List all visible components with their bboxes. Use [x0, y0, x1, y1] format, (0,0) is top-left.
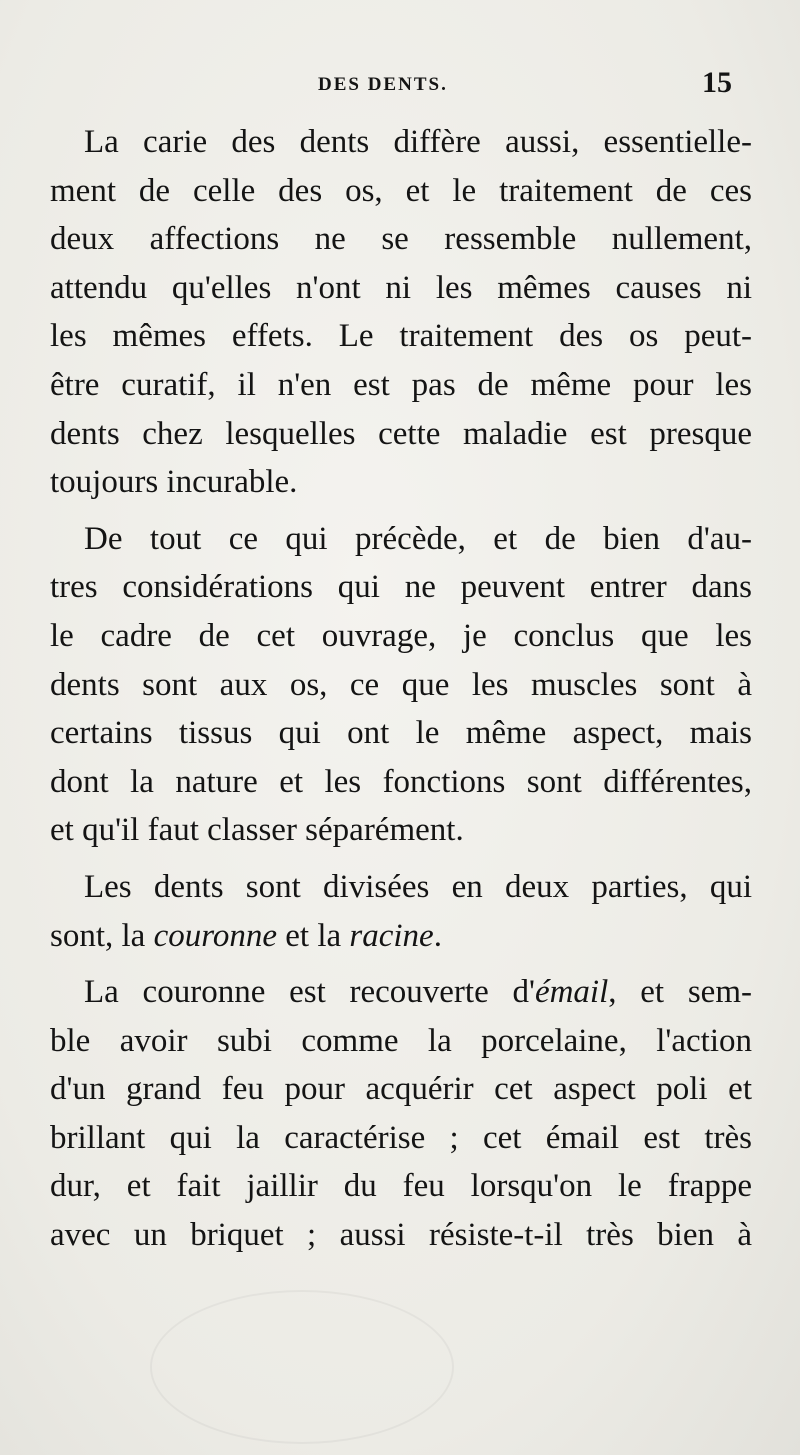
- text-line: d'un grand feu pour acquérir cet aspect poli et: [50, 1071, 752, 1108]
- text-line: tres considérations qui ne peuvent entrer dans: [50, 569, 752, 606]
- text-line: Les dents sont divisées en deux parties, qui: [84, 868, 752, 905]
- text-line: le cadre de cet ouvrage, je conclus que les: [50, 617, 752, 654]
- text-line: De tout ce qui précède, et de bien d'au-: [84, 520, 752, 557]
- text-line: attendu qu'elles n'ont ni les mêmes causes ni: [50, 269, 752, 306]
- text-line: dont la nature et les fonctions sont différentes,: [50, 763, 752, 800]
- text-line: toujours incurable.: [50, 464, 298, 501]
- term-couronne: couronne: [153, 917, 277, 954]
- text-line: et qu'il faut classer séparément.: [50, 812, 464, 849]
- page-header: [0, 66, 800, 106]
- text-line: ble avoir subi comme la porcelaine, l'action: [50, 1022, 752, 1059]
- text-line: dents sont aux os, ce que les muscles sont à: [50, 666, 752, 703]
- term-email: émail: [534, 974, 609, 1011]
- show-through-mark: [150, 1290, 454, 1444]
- text-line: brillant qui la caractérise ; cet émail est très: [50, 1119, 752, 1156]
- text-line: avec un briquet ; aussi résiste-t-il très bien à: [50, 1217, 752, 1254]
- text-line: dents chez lesquelles cette maladie est presque: [50, 415, 752, 452]
- text-line: deux affections ne se ressemble nullement,: [50, 221, 752, 258]
- page-number: 15: [702, 66, 732, 99]
- text-line: ment de celle des os, et le traitement de ces: [50, 172, 752, 209]
- text-line: La carie des dents diffère aussi, essentielle-: [84, 124, 752, 160]
- running-head: DES DENTS.: [318, 74, 448, 95]
- text-line: La couronne est recouverte d'émail, et sem-: [84, 974, 752, 1011]
- body-text: [50, 118, 752, 1260]
- text-line: les mêmes effets. Le traitement des os peut-: [50, 318, 752, 355]
- text-line: sont, la couronne et la racine.: [50, 917, 442, 954]
- text-line: certains tissus qui ont le même aspect, mais: [50, 715, 752, 752]
- text-line: être curatif, il n'en est pas de même pour les: [50, 366, 752, 403]
- text-line: dur, et fait jaillir du feu lorsqu'on le frappe: [50, 1168, 752, 1205]
- term-racine: racine: [349, 917, 434, 954]
